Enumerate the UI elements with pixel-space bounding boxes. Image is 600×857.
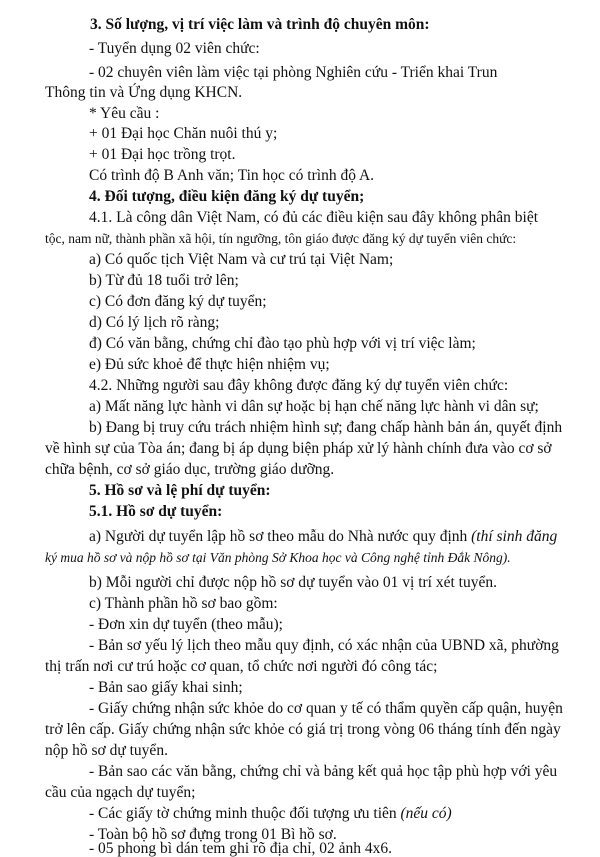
text-line: + 01 Đại học trồng trọt.	[89, 146, 236, 163]
list-item: - Giấy chứng nhận sức khỏe do cơ quan y tế có thẩm quyền cấp quận, huyện	[89, 700, 563, 717]
list-item: c) Thành phần hồ sơ bao gồm:	[89, 595, 278, 612]
list-item: b) Đang bị truy cứu trách nhiệm hình sự; đang chấp hành bản án, quyết định	[89, 419, 563, 436]
list-item: a) Mất năng lực hành vi dân sự hoặc bị hạn chế năng lực hành vi dân sự;	[89, 398, 539, 415]
italic-note: ký mua hồ sơ và nộp hồ sơ tại Văn phòng Sở Khoa học và Công nghệ tỉnh Đắk Nông).	[45, 550, 511, 565]
text-line: về hình sự của Tòa án; đang bị áp dụng biện pháp xử lý hành chính đưa vào cơ sở	[45, 440, 552, 457]
list-item: d) Có lý lịch rõ ràng;	[89, 314, 220, 331]
list-item: a) Có quốc tịch Việt Nam và cư trú tại Việt Nam;	[89, 251, 394, 268]
text-line: cầu của ngạch dự tuyển;	[45, 784, 196, 801]
text-line: 4.2. Những người sau đây không được đăng ký dự tuyển viên chức:	[89, 377, 509, 394]
list-item: - Bản sao các văn bằng, chứng chỉ và bảng kết quả học tập phù hợp với yêu	[89, 763, 558, 780]
text-line: thị trấn nơi cư trú hoặc cơ quan, tổ chức nơi người đó công tác;	[45, 658, 438, 675]
section-heading-5: 5. Hồ sơ và lệ phí dự tuyển:	[89, 482, 271, 499]
text-line: - 02 chuyên viên làm việc tại phòng Nghiên cứu - Triển khai Trun	[89, 64, 498, 81]
italic-note: (nếu có)	[400, 805, 452, 822]
list-item: e) Đủ sức khoẻ để thực hiện nhiệm vụ;	[89, 356, 330, 373]
list-item: b) Từ đủ 18 tuổi trở lên;	[89, 272, 239, 289]
text-line: nộp hồ sơ dự tuyển.	[45, 742, 168, 759]
text-line: Có trình độ B Anh văn; Tin học có trình độ A.	[89, 167, 375, 184]
text-line: tộc, nam nữ, thành phần xã hội, tín ngưỡng, tôn giáo được đăng ký dự tuyển viên chức:	[45, 231, 517, 246]
subsection-heading-5-1: 5.1. Hồ sơ dự tuyển:	[89, 503, 223, 520]
list-item	[89, 803, 452, 824]
text-line: 4.1. Là công dân Việt Nam, có đủ các điều kiện sau đây không phân biệt	[89, 209, 539, 226]
list-item: - Toàn bộ hồ sơ đựng trong 01 Bì hồ sơ.	[89, 826, 337, 843]
italic-note: (thí sinh đăng	[471, 528, 558, 545]
text-line: chữa bệnh, cơ sở giáo dục, trường giáo dưỡng.	[45, 461, 335, 478]
list-item: - Bản sơ yếu lý lịch theo mẫu quy định, có xác nhận của UBND xã, phường	[89, 637, 559, 654]
text-line	[89, 526, 557, 547]
text-line: + 01 Đại học Chăn nuôi thú y;	[89, 125, 278, 142]
list-item: đ) Có văn bằng, chứng chỉ đào tạo phù hợp với vị trí việc làm;	[89, 335, 476, 352]
list-item: - Bản sao giấy khai sinh;	[89, 679, 243, 696]
list-item: c) Có đơn đăng ký dự tuyển;	[89, 293, 267, 310]
section-heading-4: 4. Đối tượng, điều kiện đăng ký dự tuyển;	[89, 188, 365, 205]
text-span: a) Người dự tuyển lập hồ sơ theo mẫu do Nhà nước quy định	[89, 528, 472, 545]
text-line: Thông tin và Ứng dụng KHCN.	[45, 84, 243, 101]
text-line: * Yêu cầu :	[89, 105, 160, 122]
text-line: - Tuyển dụng 02 viên chức:	[89, 40, 260, 57]
list-item: - 05 phong bì dán tem ghi rõ địa chỉ, 02 ảnh 4x6.	[89, 840, 393, 857]
section-heading-3: 3. Số lượng, vị trí việc làm và trình độ chuyên môn:	[90, 16, 430, 33]
text-span: - Các giấy tờ chứng minh thuộc đối tượng ưu tiên	[89, 805, 401, 822]
list-item: b) Mỗi người chỉ được nộp hồ sơ dự tuyển vào 01 vị trí xét tuyển.	[89, 574, 497, 591]
list-item: - Đơn xin dự tuyển (theo mẫu);	[89, 616, 283, 633]
text-line: trở lên cấp. Giấy chứng nhận sức khỏe có giá trị trong vòng 06 tháng tính đến ngày	[45, 721, 561, 738]
